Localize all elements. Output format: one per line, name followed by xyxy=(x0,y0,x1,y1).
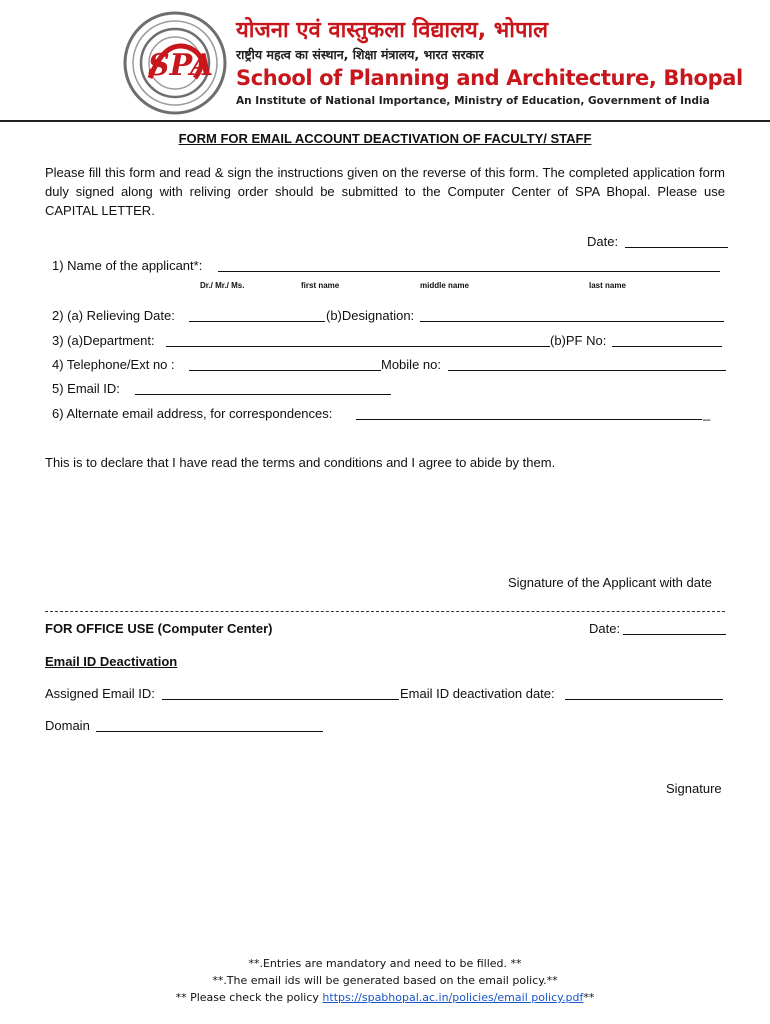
relieving-date-label: 2) (a) Relieving Date: xyxy=(52,308,175,323)
form-intro: Please fill this form and read & sign the instructions given on the reverse of this form. The completed application form duly signed along with reliving order should be submitted to the Computer Center of SPA Bhopal. Please use CAPITAL LETTER. xyxy=(45,165,725,218)
institute-subtitle-hindi: राष्ट्रीय महत्व का संस्थान, शिक्षा मंत्रालय, भारत सरकार xyxy=(236,47,484,62)
last-name-hint: last name xyxy=(589,281,626,290)
title-hint: Dr./ Mr./ Ms. xyxy=(200,281,245,290)
relieving-date-field[interactable] xyxy=(189,321,325,322)
mobile-field[interactable] xyxy=(448,370,726,371)
office-signature-label: Signature xyxy=(666,781,722,796)
pf-no-field[interactable] xyxy=(612,346,722,347)
applicant-name-field[interactable] xyxy=(218,271,720,272)
footer-policy-prefix: ** Please check the policy xyxy=(175,991,323,1004)
form-title: FORM FOR EMAIL ACCOUNT DEACTIVATION OF FACULTY/ STAFF xyxy=(178,131,592,146)
telephone-field[interactable] xyxy=(189,370,381,371)
mobile-label: Mobile no: xyxy=(381,357,441,372)
email-id-label: 5) Email ID: xyxy=(52,381,120,396)
office-date-label: Date: xyxy=(589,621,621,636)
telephone-label: 4) Telephone/Ext no : xyxy=(52,357,175,372)
domain-label: Domain xyxy=(45,718,90,733)
alternate-email-label: 6) Alternate email address, for correspondences: xyxy=(52,406,333,421)
date-label: Date: xyxy=(587,234,619,249)
deactivation-date-field[interactable] xyxy=(565,699,723,700)
domain-field[interactable] xyxy=(96,731,323,732)
footer-policy-suffix: ** xyxy=(583,991,595,1004)
logo-text: SPA xyxy=(148,48,214,83)
footer-note-policy: **.The email ids will be generated based on the email policy.** xyxy=(212,974,558,987)
institute-name-hindi: योजना एवं वास्तुकला विद्यालय, भोपाल xyxy=(236,18,549,43)
designation-field[interactable] xyxy=(420,321,724,322)
designation-label: (b)Designation: xyxy=(326,308,415,323)
deactivation-date-label: Email ID deactivation date: xyxy=(400,686,555,701)
email-id-field[interactable] xyxy=(135,394,391,395)
office-date-field[interactable] xyxy=(623,634,726,635)
office-use-heading: FOR OFFICE USE (Computer Center) xyxy=(45,621,273,636)
assigned-email-field[interactable] xyxy=(162,699,399,700)
first-name-hint: first name xyxy=(301,281,340,290)
policy-link[interactable]: https://spabhopal.ac.in/policies/email policy.pdf xyxy=(322,991,584,1004)
office-divider xyxy=(45,611,725,612)
institute-tagline: An Institute of National Importance, Ministry of Education, Government of India xyxy=(236,95,710,107)
assigned-email-label: Assigned Email ID: xyxy=(45,686,155,701)
alternate-email-field[interactable] xyxy=(356,419,702,420)
pf-no-label: (b)PF No: xyxy=(550,333,607,348)
footer-note-mandatory: **.Entries are mandatory and need to be filled. ** xyxy=(248,957,522,970)
footer-policy-line xyxy=(0,991,770,1004)
applicant-name-label: 1) Name of the applicant*: xyxy=(52,258,203,273)
middle-name-hint: middle name xyxy=(420,281,469,290)
header-divider xyxy=(0,120,770,122)
date-field[interactable] xyxy=(625,247,728,248)
institute-name-english: School of Planning and Architecture, Bhopal xyxy=(236,66,743,90)
institute-logo xyxy=(120,8,230,118)
applicant-signature-label: Signature of the Applicant with date xyxy=(508,575,712,590)
department-label: 3) (a)Department: xyxy=(52,333,155,348)
department-field[interactable] xyxy=(166,346,550,347)
alternate-email-tail: _ xyxy=(703,406,711,421)
deactivation-section-title: Email ID Deactivation xyxy=(45,654,178,669)
declaration-text: This is to declare that I have read the terms and conditions and I agree to abide by them. xyxy=(45,455,556,470)
